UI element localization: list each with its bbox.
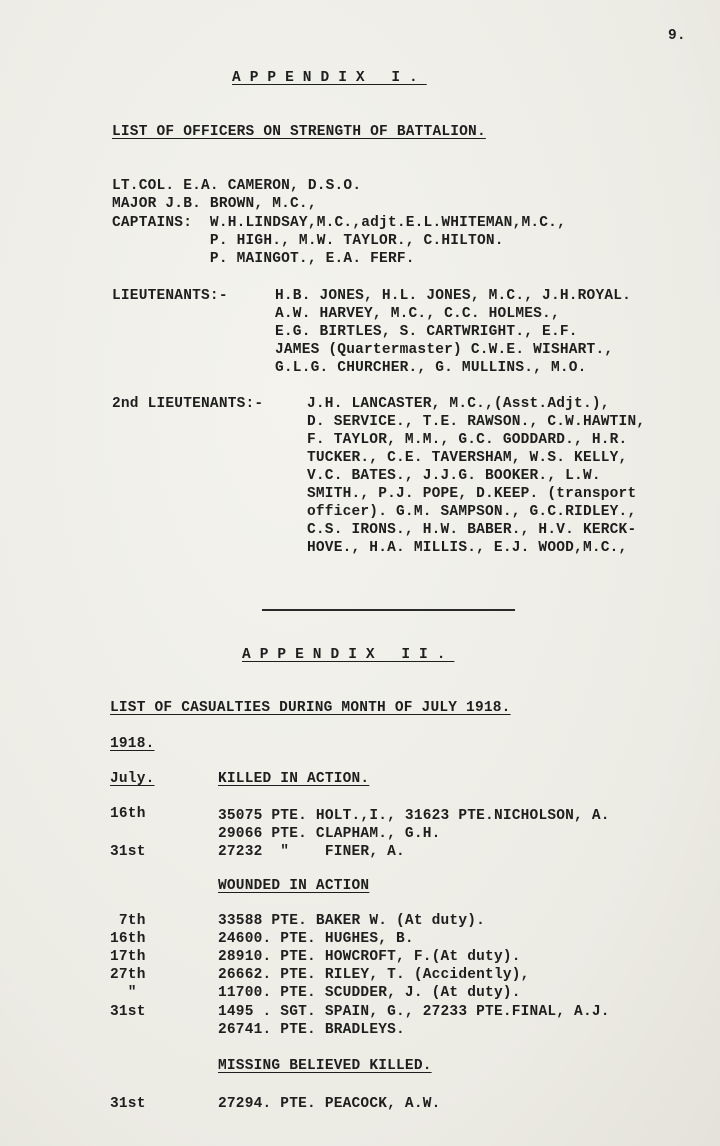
second-lieutenant-line: J.H. LANCASTER, M.C.,(Asst.Adjt.), [307, 396, 610, 412]
year-label: 1918. [110, 736, 155, 752]
second-lieutenant-line: C.S. IRONS., H.W. BABER., H.V. KERCK- [307, 522, 637, 538]
casualty-entry: 11700. PTE. SCUDDER, J. (At duty). [218, 985, 521, 1001]
month-label: July. [110, 771, 155, 787]
second-lieutenant-line: HOVE., H.A. MILLIS., E.J. WOOD,M.C., [307, 540, 628, 556]
lieutenant-line: E.G. BIRTLES, S. CARTWRIGHT., E.F. [275, 324, 578, 340]
appendix-2-title: LIST OF CASUALTIES DURING MONTH OF JULY 1918. [110, 700, 511, 716]
second-lieutenant-line: officer). G.M. SAMPSON., G.C.RIDLEY., [307, 504, 637, 520]
appendix-1-title: LIST OF OFFICERS ON STRENGTH OF BATTALION. [112, 124, 486, 140]
casualty-entry: 35075 PTE. HOLT.,I., 31623 PTE.NICHOLSON, A. [218, 808, 610, 824]
page-number: 9. [668, 28, 686, 44]
casualty-date: 31st [110, 1096, 146, 1112]
lieutenants-label: LIEUTENANTS:- [112, 288, 228, 304]
casualty-date: 31st [110, 1004, 146, 1020]
casualty-entry: 29066 PTE. CLAPHAM., G.H. [218, 826, 441, 842]
casualty-entry: 28910. PTE. HOWCROFT, F.(At duty). [218, 949, 521, 965]
casualty-date: 17th [110, 949, 146, 965]
casualty-date: 27th [110, 967, 146, 983]
officer-line: MAJOR J.B. BROWN, M.C., [112, 196, 317, 212]
casualty-date: 16th [110, 806, 146, 822]
casualty-date: " [110, 985, 137, 1001]
casualty-entry: 1495 . SGT. SPAIN, G., 27233 PTE.FINAL, A.J. [218, 1004, 610, 1020]
lieutenant-line: G.L.G. CHURCHER., G. MULLINS., M.O. [275, 360, 587, 376]
appendix-1-heading: APPENDIX I. [232, 70, 427, 86]
appendix-2-heading: APPENDIX II. [242, 647, 455, 663]
casualty-date: 31st [110, 844, 146, 860]
officer-line: P. MAINGOT., E.A. FERF. [112, 251, 415, 267]
casualty-entry: 27232 " FINER, A. [218, 844, 405, 860]
officer-line: CAPTAINS: W.H.LINDSAY,M.C.,adjt.E.L.WHITEMAN,M.C., [112, 215, 566, 231]
casualty-entry: 33588 PTE. BAKER W. (At duty). [218, 913, 486, 929]
second-lieutenant-line: F. TAYLOR, M.M., G.C. GODDARD., H.R. [307, 432, 628, 448]
section-divider [262, 609, 515, 611]
casualty-entry: 24600. PTE. HUGHES, B. [218, 931, 414, 947]
second-lieutenant-line: D. SERVICE., T.E. RAWSON., C.W.HAWTIN, [307, 414, 646, 430]
lieutenant-line: H.B. JONES, H.L. JONES, M.C., J.H.ROYAL. [275, 288, 632, 304]
killed-heading: KILLED IN ACTION. [218, 771, 370, 787]
lieutenant-line: A.W. HARVEY, M.C., C.C. HOLMES., [275, 306, 560, 322]
missing-heading: MISSING BELIEVED KILLED. [218, 1058, 432, 1074]
second-lieutenant-line: TUCKER., C.E. TAVERSHAM, W.S. KELLY, [307, 450, 628, 466]
casualty-entry: 26662. PTE. RILEY, T. (Accidently), [218, 967, 530, 983]
casualty-entry: 27294. PTE. PEACOCK, A.W. [218, 1096, 441, 1112]
casualty-date: 7th [110, 913, 146, 929]
wounded-heading: WOUNDED IN ACTION [218, 878, 370, 894]
casualty-entry: 26741. PTE. BRADLEYS. [218, 1022, 405, 1038]
officer-line: P. HIGH., M.W. TAYLOR., C.HILTON. [112, 233, 504, 249]
officer-line: LT.COL. E.A. CAMERON, D.S.O. [112, 178, 362, 194]
casualty-date: 16th [110, 931, 146, 947]
second-lieutenants-label: 2nd LIEUTENANTS:- [112, 396, 264, 412]
second-lieutenant-line: V.C. BATES., J.J.G. BOOKER., L.W. [307, 468, 601, 484]
lieutenant-line: JAMES (Quartermaster) C.W.E. WISHART., [275, 342, 614, 358]
second-lieutenant-line: SMITH., P.J. POPE, D.KEEP. (transport [307, 486, 637, 502]
